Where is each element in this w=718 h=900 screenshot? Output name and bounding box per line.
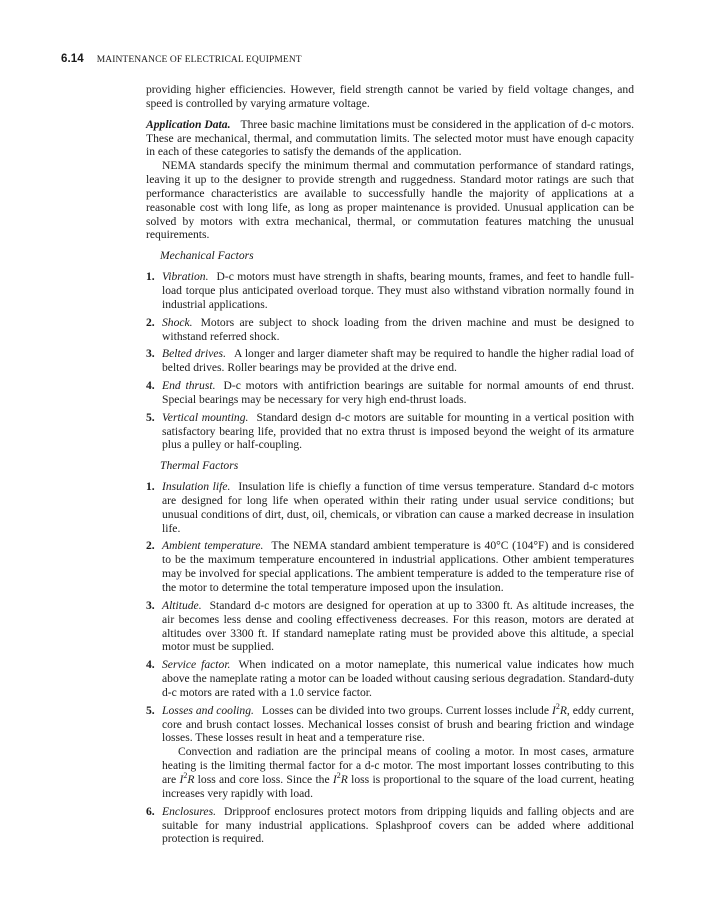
list-item: [146, 480, 634, 535]
page-number: 6.14: [61, 53, 84, 65]
list-item: [146, 347, 634, 375]
item-term: Insulation life.: [162, 480, 231, 494]
math-superscript: 2: [183, 771, 188, 781]
math-superscript: 2: [336, 771, 341, 781]
item-text: The NEMA standard ambient temperature is 40°C (104°F) and is considered to be the maximum temperature encountered in industrial applications. Other ambient temperatures may be involved for special applications. The ambient temperature is added to the temperature rise of the motor to determine the total temperature imposed upon the insulation.: [162, 539, 634, 594]
item-text: loss is proportional to the square of the load current, heating increases very rapidly with load.: [162, 772, 634, 800]
item-text: A longer and larger diameter shaft may be required to handle the higher radial load of belted drives. Roller bearings may be provided at the drive end.: [162, 347, 634, 375]
math-i: I: [332, 772, 337, 786]
item-term: Ambient temperature.: [162, 539, 264, 553]
item-number: 1.: [146, 480, 155, 494]
opening-paragraph: providing higher efficiencies. However, field strength cannot be varied by field voltage changes, and speed is controlled by varying armature voltage.: [146, 83, 634, 110]
item-text: loss and core loss. Since the: [194, 772, 333, 786]
item-text: Losses can be divided into two groups. Current losses include: [261, 703, 552, 717]
list-item: [146, 599, 634, 654]
math-r: R: [187, 772, 195, 786]
section-title: MAINTENANCE OF ELECTRICAL EQUIPMENT: [96, 55, 302, 65]
item-text: Motors are subject to shock loading from the driven machine and must be designed to withstand referred shock.: [162, 315, 634, 343]
application-data-heading: Application Data.: [146, 117, 231, 131]
mechanical-factors-heading: Mechanical Factors: [160, 249, 254, 263]
item-term: Altitude.: [162, 598, 202, 612]
item-text: D-c motors with antifriction bearings are suitable for normal amounts of end thrust. Special bearings may be necessary for very high end-thrust loads.: [162, 379, 634, 406]
item-number: 5.: [146, 703, 155, 717]
mechanical-factors-list: [146, 270, 634, 452]
item-term: Enclosures.: [162, 804, 216, 818]
math-r: R: [340, 772, 348, 786]
item-term: Vibration.: [162, 270, 209, 284]
list-item: [146, 701, 634, 801]
math-i: I: [179, 772, 184, 786]
application-data-text: Three basic machine limitations must be considered in the application of d-c motors. These are mechanical, thermal, and commutation limits. The selected motor must have enough capacity in each of these categories to satisfy the demands of the application.: [146, 117, 635, 159]
math-i: I: [551, 703, 556, 717]
math-r: R: [559, 703, 567, 717]
item-number: 3.: [146, 598, 155, 612]
item-number: 4.: [146, 379, 155, 393]
item-text: Standard d-c motors are designed for operation at up to 3300 ft. As altitude increases, the air becomes less dense and cooling effectiveness decreases. For this reason, motors are derated at altitudes over 3300 ft. If standard nameplate rating must be provided above this altitude, a special motor must be supplied.: [162, 598, 634, 654]
item-term: End thrust.: [162, 379, 216, 393]
item-text: Standard design d-c motors are suitable for mounting in a vertical position with satisfactory bearing life, provided that no extra thrust is imposed beyond the weight of its armature plus a pulley or half-coupling.: [162, 410, 634, 452]
item-text: Convection and radiation are the principal means of cooling a motor. In most cases, armature heating is the limiting thermal factor for a d-c motor. The most important losses contributing to this are: [162, 745, 634, 786]
list-item: [146, 805, 634, 847]
body-text: [146, 83, 634, 850]
item-text: D-c motors must have strength in shafts, bearing mounts, frames, and feet to handle full-load torque plus anticipated overload torque. They must also withstand vibration normally found in industrial applications.: [162, 270, 634, 311]
nema-paragraph: NEMA standards specify the minimum thermal and commutation performance of standard ratings, leaving it up to the designer to provide strength and ruggedness. Standard motor ratings are such that performance characteristics are available to successfully handle the majority of applications at a reasonable cost with long life, as long as proper maintenance is provided. Unusual application can be solved by motors with extra mechanical, thermal, or commutation features matching the unusual requirements.: [146, 159, 634, 242]
thermal-factors-list: [146, 480, 634, 846]
list-item: [146, 270, 634, 312]
item-number: 4.: [146, 658, 155, 672]
item-number: 2.: [146, 539, 155, 553]
item-text: Insulation life is chiefly a function of time versus temperature. Standard d-c motors are designed for long life when operated within their rating under usual service conditions; but unusual conditions of dirt, dust, oil, chemicals, or vibration can cause a marked decrease in insulation life.: [162, 480, 634, 535]
thermal-factors-heading: Thermal Factors: [160, 459, 239, 473]
item-number: 5.: [146, 410, 155, 424]
item-term: Belted drives.: [162, 347, 226, 361]
item-number: 2.: [146, 315, 155, 329]
item-term: Vertical mounting.: [162, 410, 249, 424]
item-number: 6.: [146, 804, 155, 818]
list-item: [146, 539, 634, 594]
application-data-paragraph: [146, 118, 634, 160]
list-item: [146, 379, 634, 407]
list-item: [146, 316, 634, 344]
item-text: Dripproof enclosures protect motors from dripping liquids and falling objects and are suitable for many industrial applications. Splashproof covers can be added where additional protection is required.: [162, 804, 634, 846]
item-term: Losses and cooling.: [162, 703, 254, 717]
item-number: 1.: [146, 270, 155, 284]
item-number: 3.: [146, 347, 155, 361]
item-term: Shock.: [162, 315, 193, 329]
list-item: [146, 411, 634, 453]
item-text: When indicated on a motor nameplate, this numerical value indicates how much above the nameplate rating a motor can be loaded without causing serious degradation. Standard-duty d-c motors are rated with a 1.0 service factor.: [162, 658, 634, 699]
running-header: [61, 53, 302, 65]
list-item: [146, 658, 634, 700]
item-text: , eddy current, core and brush contact losses. Mechanical losses consist of brush and bearing friction and windage losses. These losses result in heat and a temperature rise.: [162, 703, 634, 745]
math-superscript: 2: [555, 701, 560, 711]
item-term: Service factor.: [162, 658, 231, 672]
item-continuation-paragraph: [162, 745, 634, 800]
